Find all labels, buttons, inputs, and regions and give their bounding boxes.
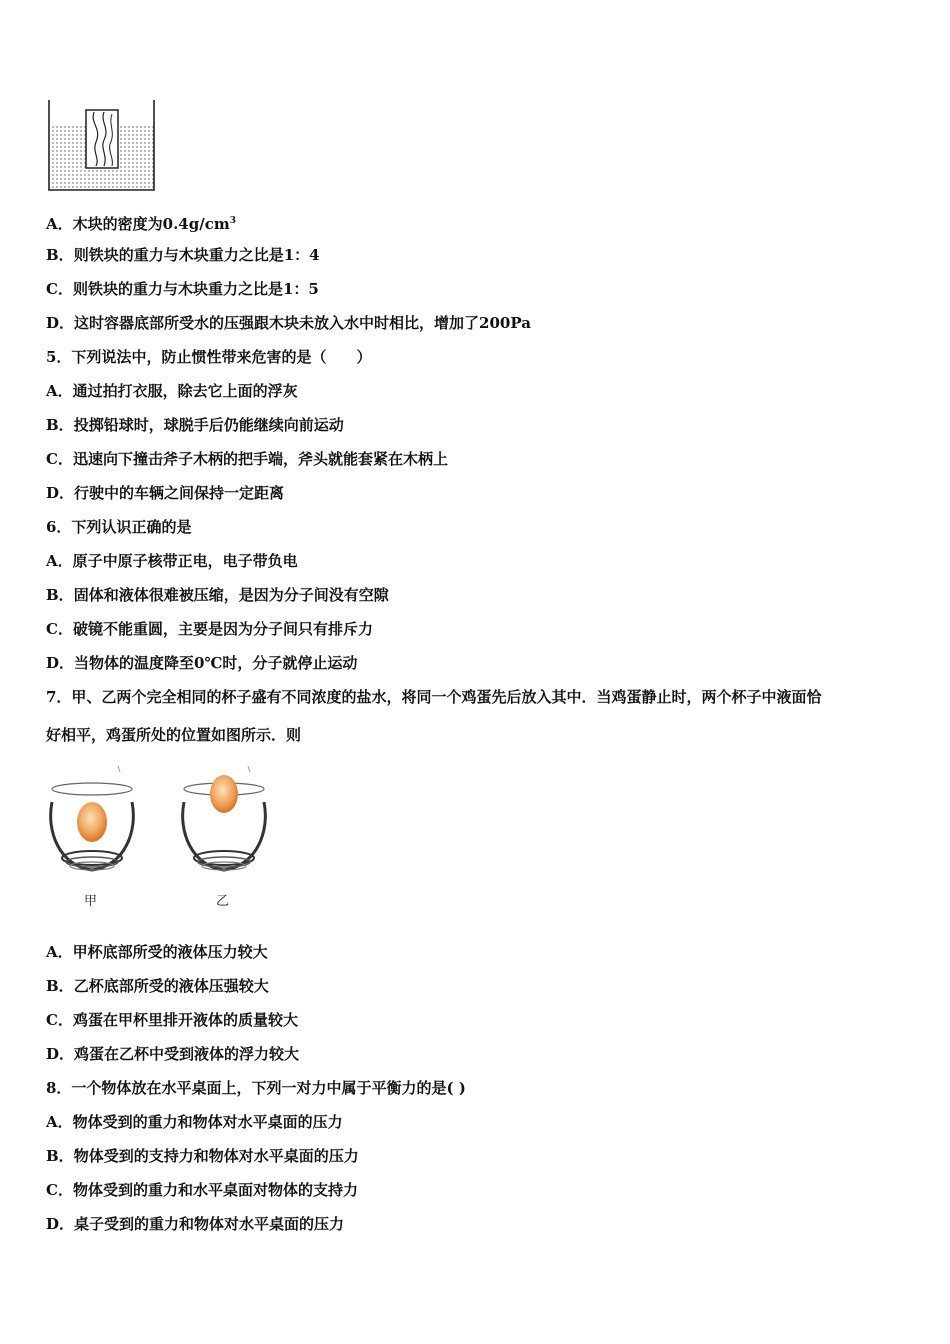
cup-jia [51,766,134,870]
q6-stem: 6．下列认识正确的是 [46,518,192,536]
q5-stem: 5．下列说法中，防止惯性带来危害的是（ ） [46,348,372,366]
q8-option-a: A．物体受到的重力和物体对水平桌面的压力 [46,1113,343,1131]
q4-option-c: C．则铁块的重力与木块重力之比是1：5 [46,280,319,298]
q5-option-b: B．投掷铅球时，球脱手后仍能继续向前运动 [46,416,344,434]
q8-stem: 8．一个物体放在水平桌面上，下列一对力中属于平衡力的是( ) [46,1079,466,1097]
q5-option-c: C．迅速向下撞击斧子木柄的把手端，斧头就能套紧在木柄上 [46,450,448,468]
q8-option-b: B．物体受到的支持力和物体对水平桌面的压力 [46,1147,359,1165]
q5-option-d: D．行驶中的车辆之间保持一定距离 [46,484,285,502]
q7-stem-line2: 好相平，鸡蛋所处的位置如图所示．则 [46,726,302,744]
q7-option-b: B．乙杯底部所受的液体压强较大 [46,977,269,995]
q4-option-b: B．则铁块的重力与木块重力之比是1：4 [46,246,320,264]
wood-block-container-figure [44,98,160,194]
q8-option-d: D．桌子受到的重力和物体对水平桌面的压力 [46,1215,345,1233]
q8-option-c: C．物体受到的重力和水平桌面对物体的支持力 [46,1181,358,1199]
cup-yi [183,766,266,870]
q7-option-a: A．甲杯底部所受的液体压力较大 [46,943,268,961]
cup-label-jia: 甲 [84,894,98,909]
q4-option-a: A．木块的密度为$0.4g/cm^3$ [46,215,236,233]
q7-stem-line1: 7．甲、乙两个完全相同的杯子盛有不同浓度的盐水，将同一个鸡蛋先后放入其中．当鸡蛋静止时，两个杯子中液面恰 [46,688,822,706]
q6-option-d: D．当物体的温度降至0℃时，分子就停止运动 [46,654,358,672]
q6-option-b: B．固体和液体很难被压缩，是因为分子间没有空隙 [46,586,389,604]
q7-option-d: D．鸡蛋在乙杯中受到液体的浮力较大 [46,1045,300,1063]
egg-cups-figure [44,762,280,886]
q6-option-a: A．原子中原子核带正电，电子带负电 [46,552,298,570]
q4-option-d: D．这时容器底部所受水的压强跟木块未放入水中时相比，增加了200Pa [46,314,531,332]
cup-label-yi: 乙 [216,894,230,909]
q7-option-c: C．鸡蛋在甲杯里排开液体的质量较大 [46,1011,298,1029]
q5-option-a: A．通过拍打衣服，除去它上面的浮灰 [46,382,298,400]
q6-option-c: C．破镜不能重圆，主要是因为分子间只有排斥力 [46,620,373,638]
